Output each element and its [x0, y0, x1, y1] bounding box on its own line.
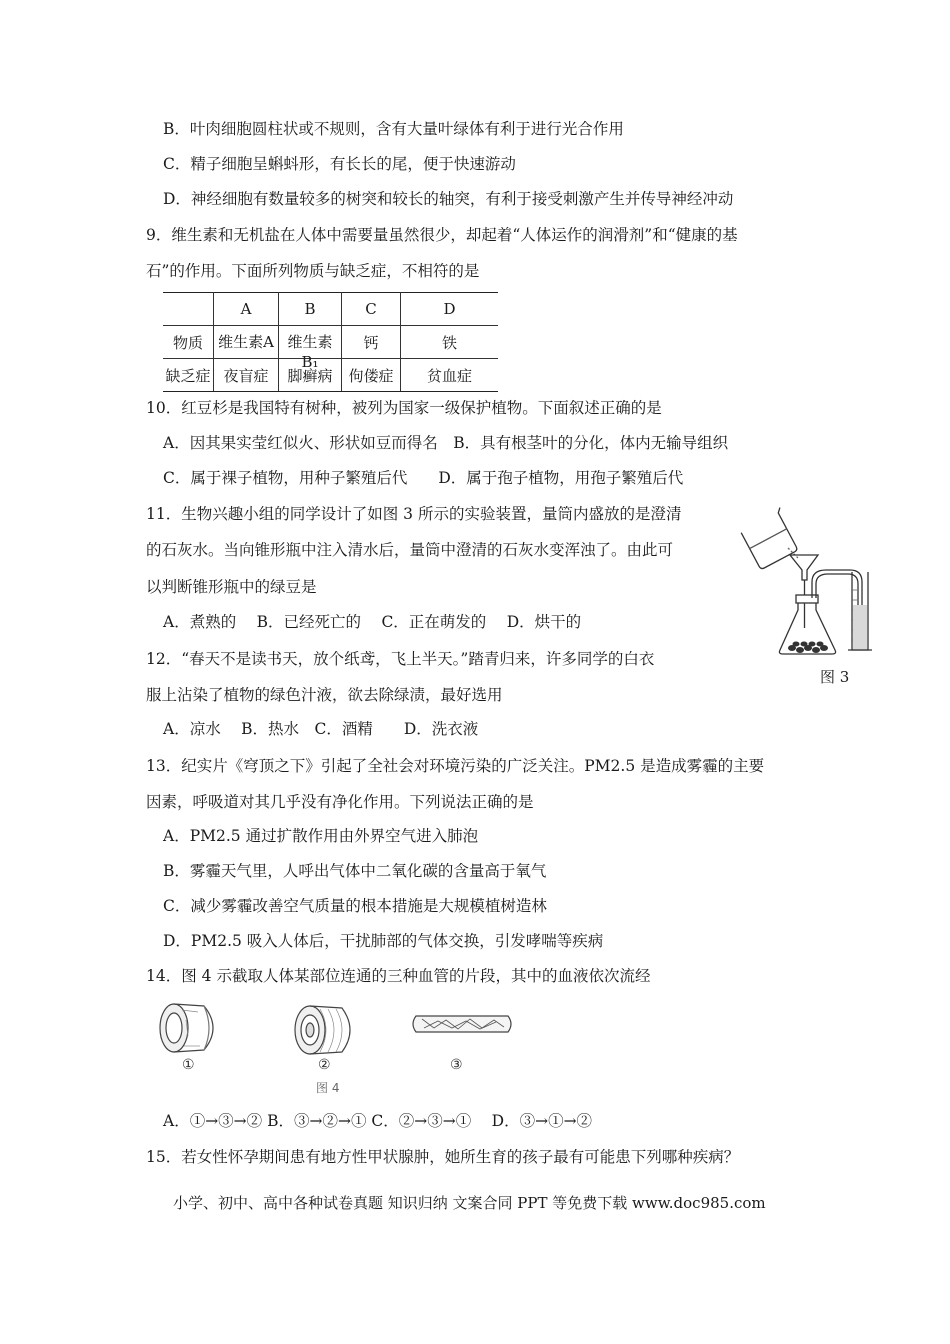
table-cell	[279, 326, 342, 371]
q9-stem-line1: 9．维生素和无机盐在人体中需要量虽然很少，却起着“人体运作的润滑剂”和“健康的基	[146, 226, 738, 244]
q9-stem-line2: 石”的作用。下面所列物质与缺乏症，不相符的是	[146, 262, 480, 280]
q12-stem-line1: 12．“春天不是读书天，放个纸鸢，飞上半天。”踏青归来，许多同学的白衣	[146, 650, 655, 668]
figure-3-label: 图 3	[820, 668, 850, 686]
q8-option-d: D．神经细胞有数量较多的树突和较长的轴突，有利于接受刺激产生并传导神经冲动	[163, 190, 734, 208]
q13-stem-line1: 13．纪实片《穹顶之下》引起了全社会对环境污染的广泛关注。PM2.5 是造成雾霾的主要	[146, 757, 765, 775]
q8-option-c: C．精子细胞呈蝌蚪形，有长长的尾，便于快速游动	[163, 155, 516, 173]
q11-stem-line2: 的石灰水。当向锥形瓶中注入清水后，量筒中澄清的石灰水变浑浊了。由此可	[146, 541, 674, 559]
cell-text: 维生素B₁	[287, 333, 333, 371]
q11-stem-line1: 11．生物兴趣小组的同学设计了如图 3 所示的实验装置，量筒内盛放的是澄清	[146, 505, 682, 523]
table-cell: D	[401, 293, 499, 326]
cell-text: 维生素A	[218, 333, 274, 351]
table-cell: C	[342, 293, 401, 326]
table-cell	[214, 326, 279, 359]
q13-option-b: B．雾霾天气里，人呼出气体中二氧化碳的含量高于氧气	[163, 862, 547, 880]
table-cell: A	[214, 293, 279, 326]
q13-option-d: D．PM2.5 吸入人体后，干扰肺部的气体交换，引发哮喘等疾病	[163, 932, 604, 950]
q14-stem: 14．图 4 示截取人体某部位连通的三种血管的片段，其中的血液依次流经	[146, 967, 651, 985]
q11-options: A．煮熟的 B．已经死亡的 C．正在萌发的 D．烘干的	[163, 613, 582, 631]
table-cell: 脚癣病	[279, 359, 342, 392]
q13-stem-line2: 因素，呼吸道对其几乎没有净化作用。下列说法正确的是	[146, 793, 534, 811]
page-footer: 小学、初中、高中各种试卷真题 知识归纳 文案合同 PPT 等免费下载 www.doc985.com	[173, 1194, 766, 1212]
q10-stem: 10．红豆杉是我国特有树种，被列为国家一级保护植物。下面叙述正确的是	[146, 399, 662, 417]
table-cell: 钙	[342, 326, 401, 359]
table-cell: 佝偻症	[342, 359, 401, 392]
q8-option-b: B．叶肉细胞圆柱状或不规则，含有大量叶绿体有利于进行光合作用	[163, 120, 624, 138]
figure-4-caption: 图 4	[316, 1081, 340, 1095]
figure-4-number-2: ②	[318, 1057, 331, 1073]
table-cell: 缺乏症	[163, 359, 214, 392]
table-header-row	[163, 293, 498, 326]
figure-3-apparatus-illustration	[740, 510, 910, 660]
table-cell: 贫血症	[401, 359, 499, 392]
table-cell: 铁	[401, 326, 499, 359]
q12-options: A．凉水 B．热水 C．酒精 D．洗衣液	[163, 720, 479, 738]
table-cell: 物质	[163, 326, 214, 359]
q15-stem: 15．若女性怀孕期间患有地方性甲状腺肿，她所生育的孩子最有可能患下列哪种疾病？	[146, 1148, 740, 1166]
q13-option-a: A．PM2.5 通过扩散作用由外界空气进入肺泡	[163, 827, 479, 845]
table-cell	[163, 293, 214, 326]
q12-stem-line2: 服上沾染了植物的绿色汁液，欲去除绿渍，最好选用	[146, 686, 503, 704]
table-cell: B	[279, 293, 342, 326]
q14-options: A．①→③→② B．③→②→① C．②→③→① D．③→①→②	[163, 1112, 593, 1130]
table-cell: 夜盲症	[214, 359, 279, 392]
figure-4-number-3: ③	[450, 1057, 463, 1073]
q11-stem-line3: 以判断锥形瓶中的绿豆是	[146, 578, 317, 596]
q10-options-line2: C．属于裸子植物，用种子繁殖后代 D．属于孢子植物，用孢子繁殖后代	[163, 469, 684, 487]
q10-options-line1: A．因其果实莹红似火、形状如豆而得名 B．具有根茎叶的分化，体内无输导组织	[163, 434, 729, 452]
q13-option-c: C．减少雾霾改善空气质量的根本措施是大规模植树造林	[163, 897, 547, 915]
table-row	[163, 326, 498, 359]
q9-table	[163, 292, 498, 392]
table-row	[163, 359, 498, 392]
figure-4-number-1: ①	[182, 1057, 195, 1073]
